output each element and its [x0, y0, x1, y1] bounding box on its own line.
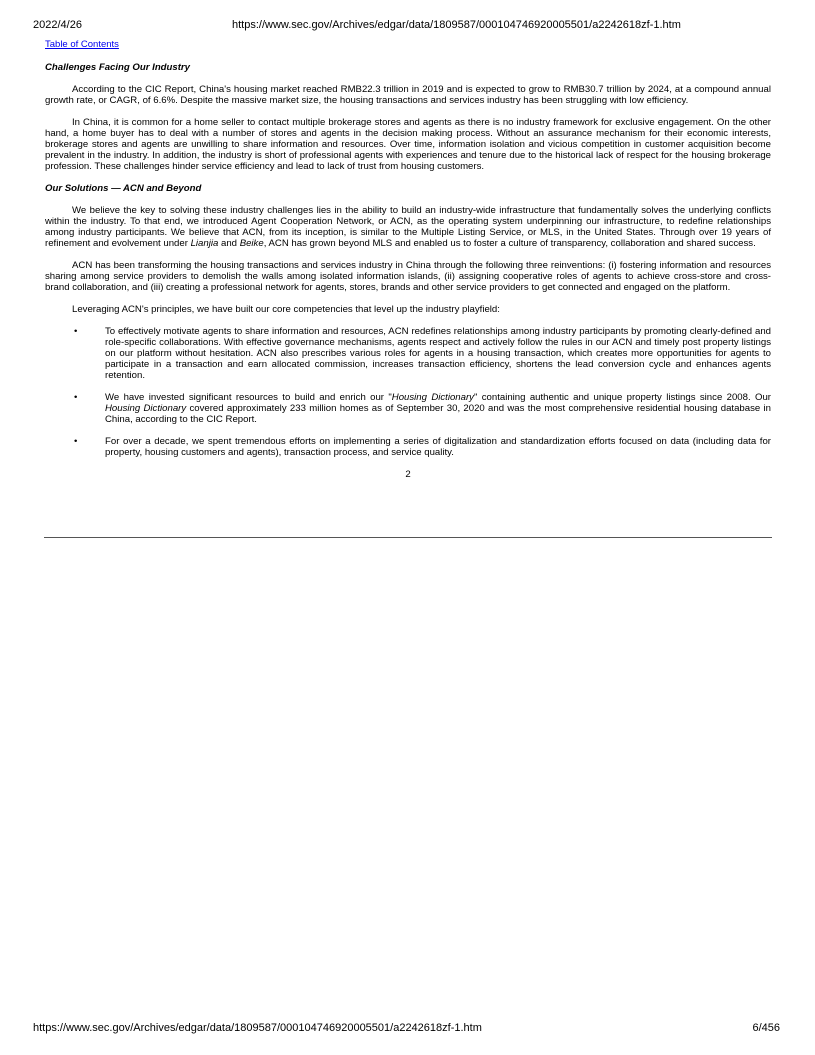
brand-lianjia: Lianjia	[190, 238, 219, 249]
print-header-url: https://www.sec.gov/Archives/edgar/data/1809587/000104746920005501/a2242618zf-1.htm	[232, 19, 681, 31]
section-heading-solutions: Our Solutions — ACN and Beyond	[45, 183, 202, 194]
bullet-marker: •	[74, 436, 78, 447]
paragraph-acn-reinventions: ACN has been transforming the housing transactions and services industry in China through the following three reinventions: (i) fostering information and resources sharing among service providers to demolish the walls among isolated information islands, (ii) assigning cooperative roles of agents to achieve cross-store and cross-brand collaboration, and (iii) creating a professional network for agents, stores, brands and other service providers to get connected and engaged on the platform.	[45, 260, 771, 293]
list-item	[45, 436, 771, 458]
list-item	[45, 326, 771, 381]
page-divider	[44, 537, 772, 538]
page-number: 2	[405, 469, 411, 480]
list-item	[45, 392, 771, 425]
print-date: 2022/4/26	[33, 19, 82, 31]
bullet-marker: •	[74, 392, 78, 403]
bullet-text: For over a decade, we spent tremendous efforts on implementing a series of digitalization and standardization efforts focused on data (including data for property, housing customers and agents), transaction process, and service quality.	[105, 436, 771, 458]
print-footer-url: https://www.sec.gov/Archives/edgar/data/1809587/000104746920005501/a2242618zf-1.htm	[33, 1022, 482, 1034]
section-heading-challenges: Challenges Facing Our Industry	[45, 62, 190, 73]
paragraph-core-competencies: Leveraging ACN's principles, we have built our core competencies that level up the industry playfield:	[72, 304, 500, 315]
document-body	[45, 62, 771, 480]
paragraph-acn-intro: We believe the key to solving these industry challenges lies in the ability to build an industry-wide infrastructure that fundamentally solves the underlying conflicts within the industry. To that end, we introduced Agent Cooperation Network, or ACN, as the operating system underpinning our infrastructure, to redefine relationships among industry participants. We believe that ACN, from its inception, is similar to the Multiple Listing Service, or MLS, in the United States. Through over 19 years of refinement and evolvement under Lianjia and Beike, ACN has grown beyond MLS and enabled us to foster a culture of transparency, collaboration and shared success.	[45, 205, 771, 249]
print-page-count: 6/456	[752, 1022, 780, 1034]
table-of-contents-link[interactable]: Table of Contents	[45, 39, 119, 50]
paragraph-market-size: According to the CIC Report, China's housing market reached RMB22.3 trillion in 2019 and is expected to grow to RMB30.7 trillion by 2024, at a compound annual growth rate, or CAGR, of 6.6%. Despite the massive market size, the housing transactions and services industry has been struggling with low efficiency.	[45, 84, 771, 106]
bullet-text: To effectively motivate agents to share information and resources, ACN redefines relationships among industry participants by promoting clearly-defined and role-specific collaborations. With effective governance mechanisms, agents respect and actively follow the rules in our ACN and timely post property listings on our platform without hesitation. ACN also prescribes various roles for agents in a housing transaction, which creates more opportunities for agents to participate in a transaction and earn allocated commission, increases transaction efficiency, shortens the lead conversion cycle and enhances agents retention.	[105, 326, 771, 381]
bullet-text: We have invested significant resources to build and enrich our "Housing Dictionary" containing authentic and unique property listings since 2008. Our Housing Dictionary covered approximately 233 million homes as of September 30, 2020 and was the most comprehensive residential housing database in China, according to the CIC Report.	[105, 392, 771, 425]
brand-beike: Beike	[239, 238, 264, 249]
paragraph-industry-challenges: In China, it is common for a home seller to contact multiple brokerage stores and agents as there is no industry framework for exclusive engagement. On the other hand, a home buyer has to deal with a number of stores and agents in the decision making process. Without an assurance mechanism for their economic interests, brokerage stores and agents are unwilling to share information and resources. Over time, information isolation and vicious competition in customer acquisition become prevalent in the industry. In addition, the industry is short of professional agents with experiences and tenure due to the historical lack of respect for the housing brokerage profession. These challenges hinder service efficiency and lead to lack of trust from housing customers.	[45, 117, 771, 172]
bullet-marker: •	[74, 326, 78, 337]
